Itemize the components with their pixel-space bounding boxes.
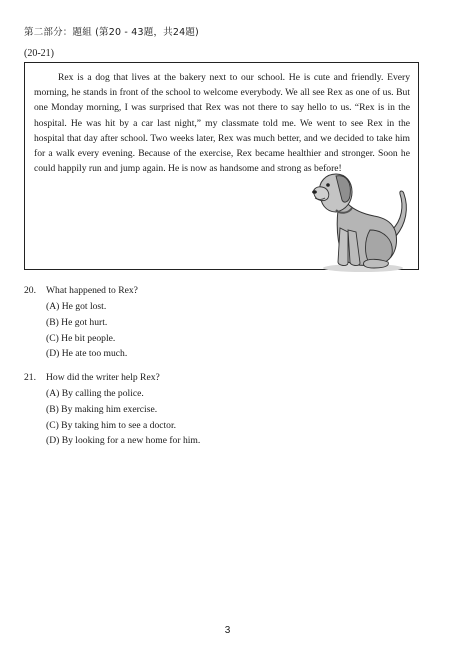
- reading-passage-text: Rex is a dog that lives at the bakery next to our school. He is cute and friendly. Every morning, he stands in front of the school to welcome everybody. We all see Rex as one of us. But one Monday morning, I was surprised that Rex was not there to say hello to us. “Rex is in the hospital. He was hit by a car last night,” my classmate told me. We went to see Rex in the hospital that day after school. Two weeks later, Rex was much better, and we decided to take him for a walk every evening. Because of the exercise, Rex became healthier and stronger. Soon he could happily run and jump again. He is now as handsome and strong as before!: [34, 72, 410, 175]
- question-20: [24, 283, 138, 362]
- question-stem: [24, 283, 138, 299]
- answer-option-c: (C) He bit people.: [46, 332, 116, 344]
- dog-illustration-icon: [308, 170, 414, 274]
- answer-option-b: (B) He got hurt.: [46, 316, 108, 328]
- question-group-label: (20-21): [24, 48, 54, 59]
- question-21: [24, 370, 200, 449]
- page-number: 3: [224, 625, 231, 636]
- question-number: 21.: [24, 372, 36, 383]
- question-stem: [24, 370, 200, 386]
- answer-option-a: (A) By calling the police.: [46, 388, 144, 399]
- question-text: What happened to Rex?: [46, 285, 138, 296]
- answer-option-b: (B) By making him exercise.: [46, 403, 158, 415]
- answer-option-a: (A) He got lost.: [46, 301, 107, 312]
- question-text: How did the writer help Rex?: [46, 372, 160, 383]
- answer-option-d: (D) By looking for a new home for him.: [46, 435, 201, 447]
- answer-option-c: (C) By taking him to see a doctor.: [46, 419, 177, 431]
- answer-option-d: (D) He ate too much.: [46, 348, 128, 360]
- question-number: 20.: [24, 285, 36, 296]
- section-header: 第二部分：題組 (第20 - 43題，共24題): [24, 27, 199, 38]
